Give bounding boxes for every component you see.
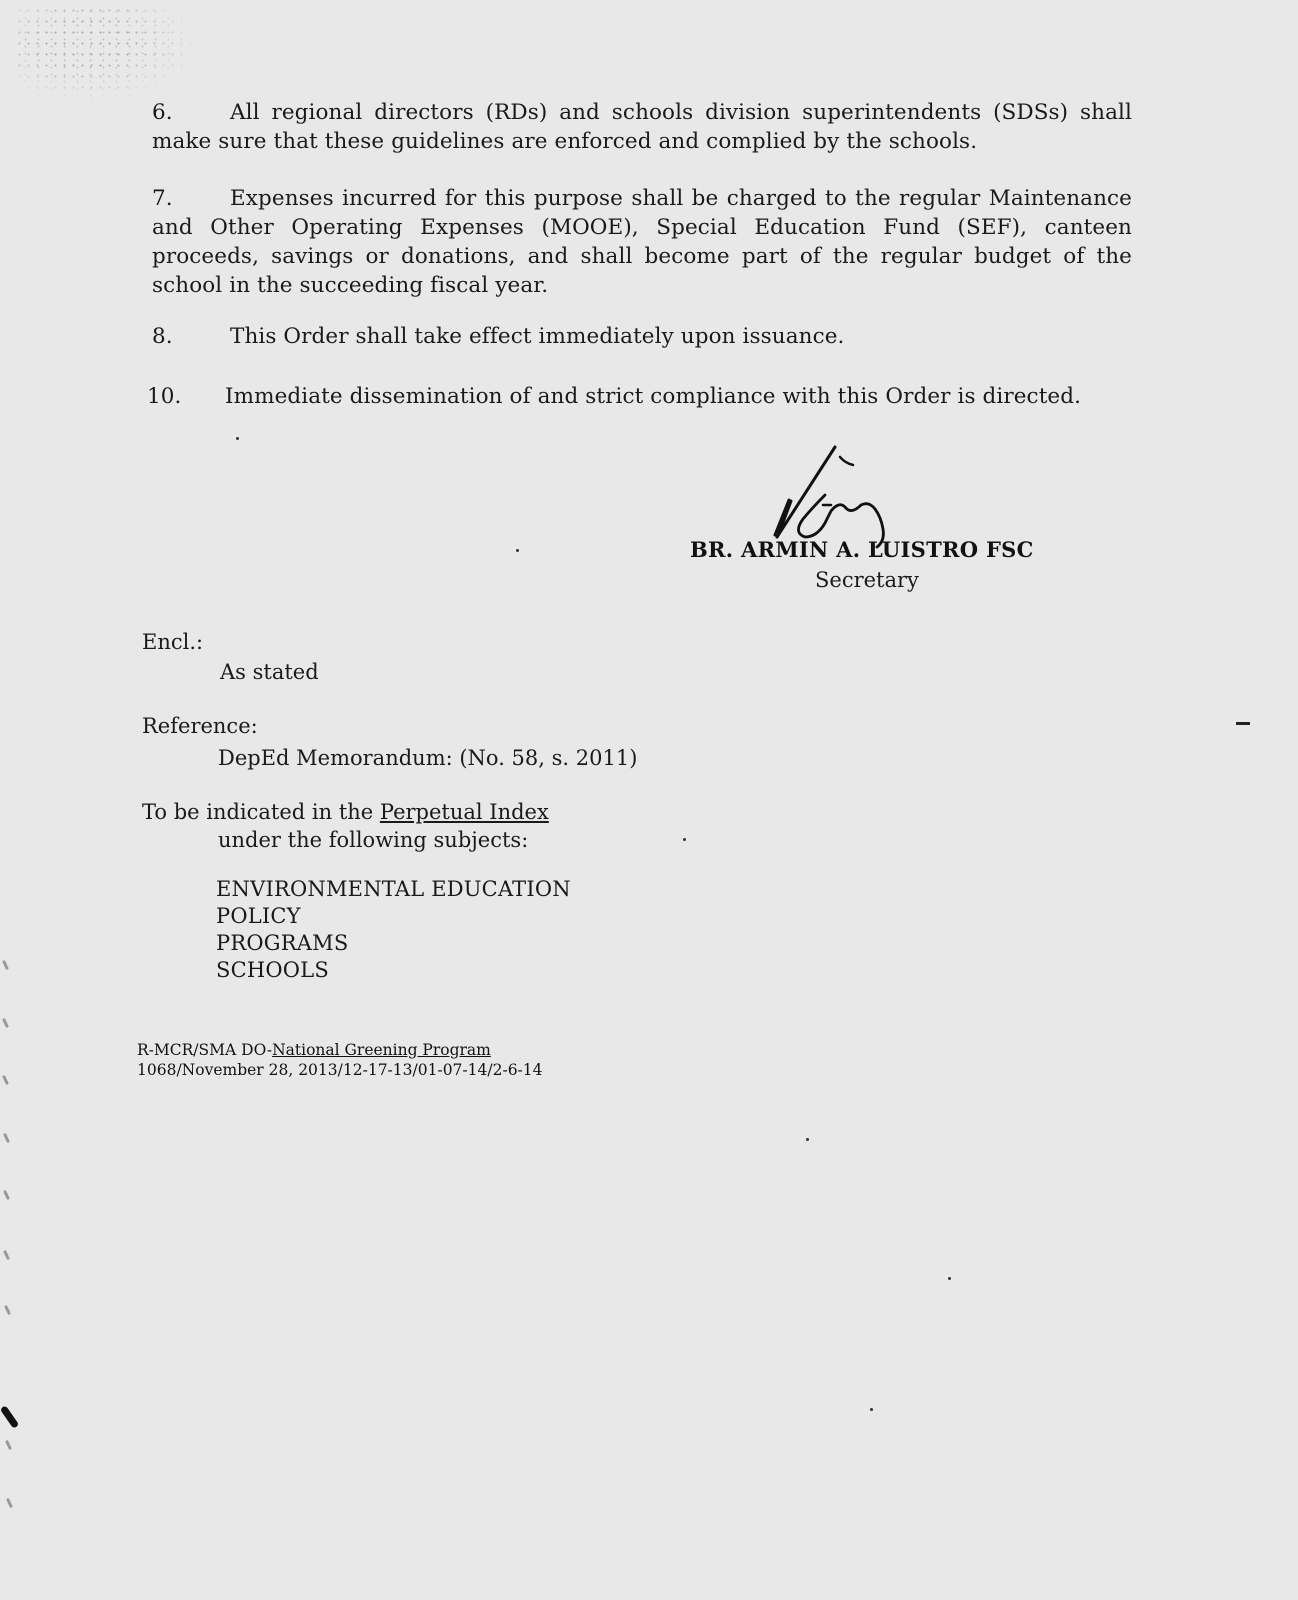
paragraph-text: Expenses incurred for this purpose shall be charged to the regular Maintenance and Other Operating Expenses (MOOE), Special Education Fund (SEF), canteen proceeds, savings or donations, and shall become part of the regular budget of the school in the succeeding fiscal year.: [152, 186, 1132, 298]
signatory-title: Secretary: [815, 568, 919, 592]
paragraph-number: 6.: [152, 100, 173, 125]
paragraph-number: 10.: [147, 384, 182, 409]
paragraph-text: Immediate dissemination of and strict compliance with this Order is directed.: [225, 384, 1082, 409]
paragraph-text: All regional directors (RDs) and schools division superintendents (SDSs) shall make sure that these guidelines are enforced and complied by the schools.: [152, 100, 1132, 154]
subject-item: ENVIRONMENTAL EDUCATION: [216, 877, 571, 901]
scan-edge-mark: [3, 1133, 10, 1143]
paragraph-8: [152, 322, 1132, 351]
scan-dot: [870, 1408, 873, 1411]
reference-code-prefix: R-MCR/SMA DO-: [137, 1041, 273, 1059]
program-name: National Greening Program: [272, 1041, 491, 1059]
reference-label: Reference:: [142, 714, 258, 738]
scan-edge-mark: [2, 1018, 9, 1028]
subjects-list: [216, 876, 571, 984]
enclosure-value: As stated: [220, 660, 319, 684]
scan-edge-mark: [2, 960, 9, 970]
scan-edge-mark: [4, 1305, 11, 1315]
reference-code-line-2: 1068/November 28, 2013/12-17-13/01-07-14/2-6-14: [137, 1061, 543, 1079]
scan-edge-mark: [3, 1190, 10, 1200]
scan-edge-mark: [2, 1075, 9, 1085]
reference-code-line-1: [137, 1040, 543, 1060]
subject-item: PROGRAMS: [216, 931, 349, 955]
scan-dot: [806, 1138, 809, 1141]
paragraph-10: [147, 382, 1127, 411]
reference-value: DepEd Memorandum: (No. 58, s. 2011): [218, 746, 638, 770]
subject-item: POLICY: [216, 904, 301, 928]
scan-edge-mark: [5, 1440, 12, 1450]
signature-block: [690, 445, 1050, 605]
scan-edge-mark: [6, 1498, 13, 1508]
perpetual-index-intro-text: To be indicated in the: [142, 800, 380, 824]
subject-item: SCHOOLS: [216, 958, 329, 982]
scan-edge-mark: [3, 1250, 10, 1260]
scan-dash-mark: [1236, 722, 1250, 725]
scan-noise: [15, 5, 195, 100]
document-reference-code: [137, 1040, 543, 1080]
scan-dot: [683, 838, 686, 841]
paragraph-number: 8.: [152, 324, 173, 349]
paragraph-text: This Order shall take effect immediately upon issuance.: [230, 324, 845, 349]
paragraph-7: [152, 184, 1132, 300]
scan-ink-blot: [0, 1405, 19, 1429]
scan-dot: [236, 437, 239, 440]
perpetual-index-continuation: under the following subjects:: [218, 828, 529, 852]
scan-dot: [516, 549, 519, 552]
scan-dot: [948, 1277, 951, 1280]
paragraph-number: 7.: [152, 186, 173, 211]
perpetual-index-intro: [142, 800, 549, 824]
paragraph-6: [152, 98, 1132, 156]
enclosure-label: Encl.:: [142, 630, 204, 654]
perpetual-index-link: Perpetual Index: [379, 800, 549, 824]
signatory-name: BR. ARMIN A. LUISTRO FSC: [690, 537, 1034, 562]
